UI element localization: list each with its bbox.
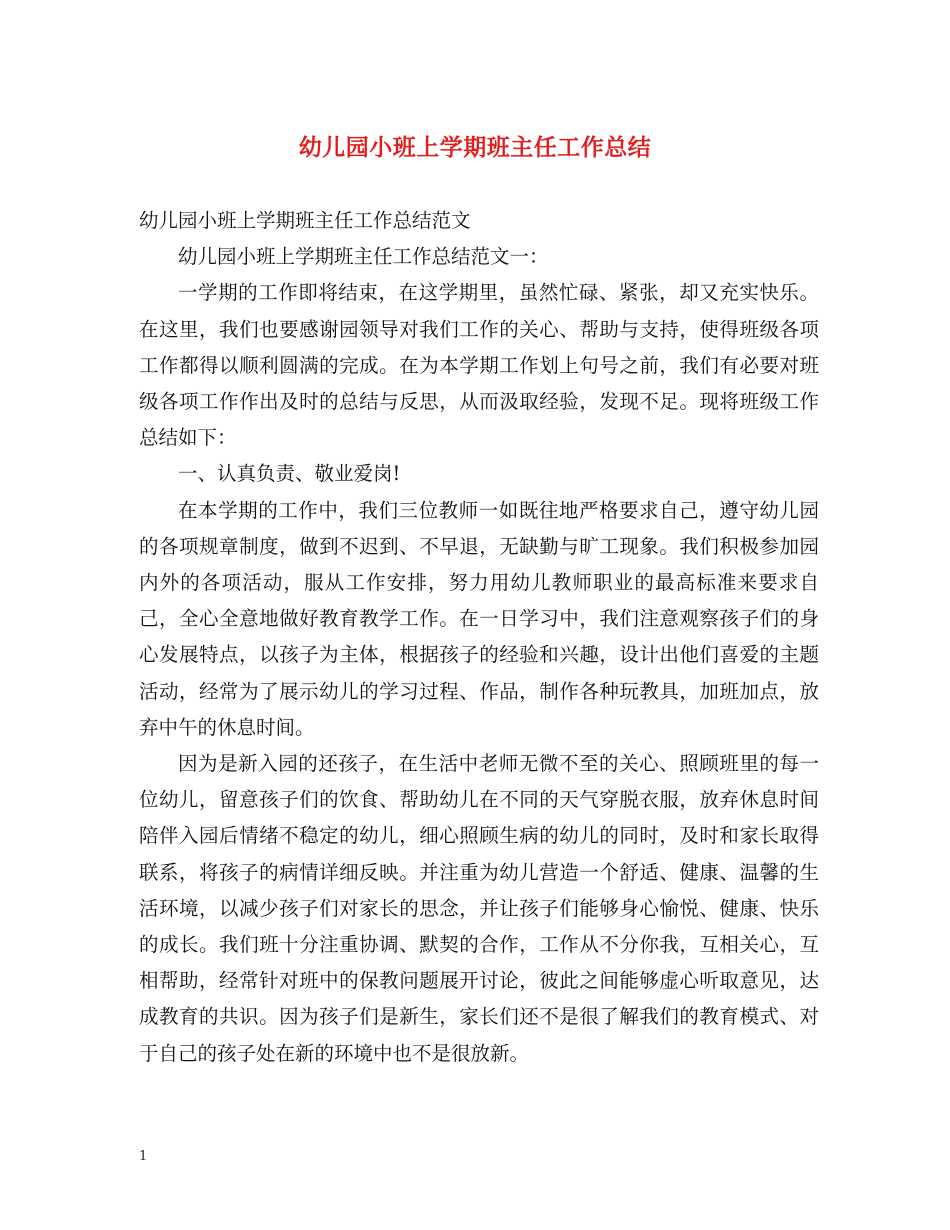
intro-paragraph: 一学期的工作即将结束，在这学期里，虽然忙碌、紧张，却又充实快乐。在这里，我们也要感谢园领导对我们工作的关心、帮助与支持，使得班级各项工作都得以顺利圆满的完成。在为本学期工作划上句号之前，我们有必要对班级各项工作作出及时的总结与反思，从而汲取经验，发现不足。现将班级工作总结如下： [139,281,819,450]
subtitle-paragraph: 幼儿园小班上学期班主任工作总结范文 [139,209,471,232]
body-paragraph-care: 因为是新入园的还孩子，在生活中老师无微不至的关心、照顾班里的每一位幼儿，留意孩子们的饮食、帮助幼儿在不同的天气穿脱衣服，放弃休息时间陪伴入园后情绪不稳定的幼儿，细心照顾生病的幼儿的同时，及时和家长取得联系，将孩子的病情详细反映。并注重为幼儿营造一个舒适、健康、温馨的生活环境，以减少孩子们对家长的思念，并让孩子们能够身心愉悦、健康、快乐的成长。我们班十分注重协调、默契的合作，工作从不分你我，互相关心，互相帮助，经常针对班中的保教问题展开讨论，彼此之间能够虚心听取意见，达成教育的共识。因为孩子们是新生，家长们还不是很了解我们的教育模式、对于自己的孩子处在新的环境中也不是很放新。 [139,752,819,1065]
section-heading-one: 一、认真负责、敬业爱岗! [178,462,401,486]
body-paragraph-work: 在本学期的工作中，我们三位教师一如既往地严格要求自己，遵守幼儿园的各项规章制度，做到不迟到、不早退，无缺勤与旷工现象。我们积极参加园内外的各项活动，服从工作安排，努力用幼儿教师职业的最高标准来要求自己，全心全意地做好教育教学工作。在一日学习中，我们注意观察孩子们的身心发展特点，以孩子为主体，根据孩子的经验和兴趣，设计出他们喜爱的主题活动，经常为了展示幼儿的学习过程、作品，制作各种玩教具，加班加点，放弃中午的休息时间。 [139,498,819,739]
page-number: 1 [139,1149,148,1164]
document-body [139,203,819,1072]
section-heading-sample-one: 幼儿园小班上学期班主任工作总结范文一： [178,245,549,269]
document-title: 幼儿园小班上学期班主任工作总结 [298,134,652,161]
